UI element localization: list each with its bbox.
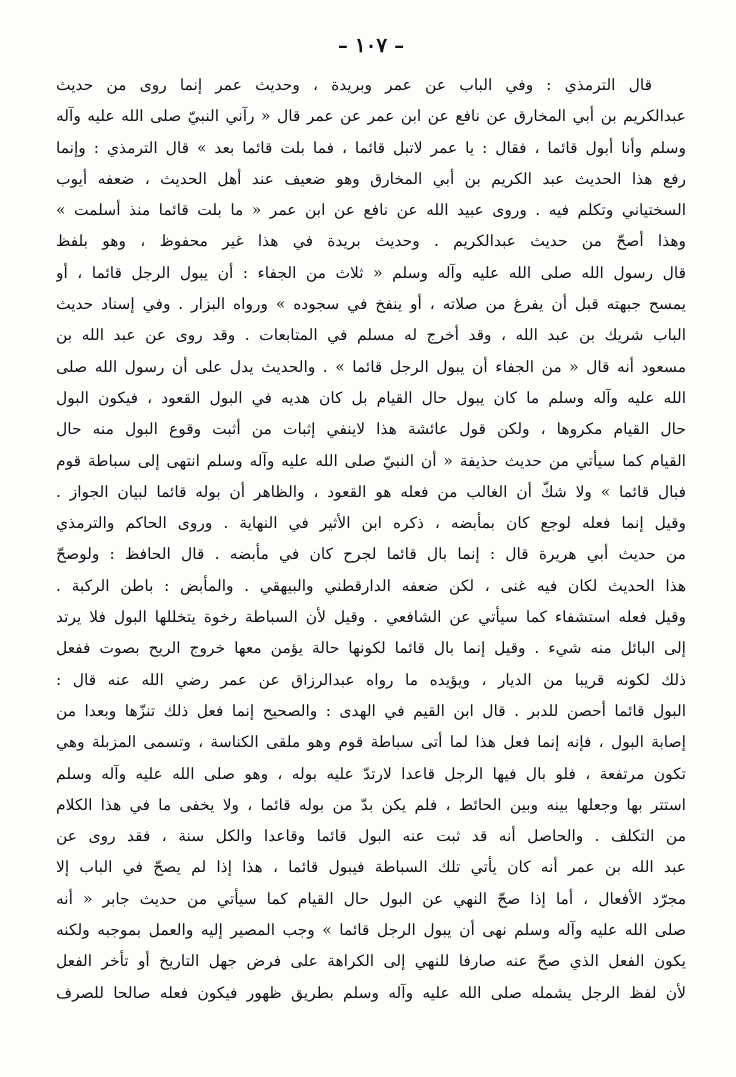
text-line: عبد الله بن عمر أنه كان يأتي تلك السباطة فيبول قائما ، هذا إذا لم يصحّ في الباب إلا: [56, 858, 686, 877]
text-line: قال رسول الله صلى الله عليه وآله وسلم « ثلاث من الجفاء : أن يبول الرجل قائما ، أو: [56, 263, 686, 282]
text-line: مجرّد الأفعال ، أما إذا صحّ النهي عن البول حال القيام كما سيأتي من حديث جابر « أنه: [56, 889, 686, 908]
page-number: – ١٠٧ –: [337, 33, 405, 57]
text-line: صلى الله عليه وآله وسلم نهى أن يبول الرجل قائما » وجب المصير إليه والعمل بموجبه ولكنه: [56, 921, 686, 940]
text-line: وقيل إنما فعله لوجع كان بمأبضه ، ذكره ابن الأثير في النهاية . وروى الحاكم والترمذي: [56, 514, 686, 533]
text-line: لأن لفظ الرجل يشمله صلى الله عليه وآله وسلم بطريق ظهور فيكون فعله صالحا للصرف: [56, 983, 686, 1002]
text-line: رفع هذا الحديث عبد الكريم بن أبي المخارق وهو ضعيف عند أهل الحديث ، ضعفه أيوب: [56, 169, 686, 188]
text-line: يمسح جبهته قبل أن يفرغ من صلاته ، أو ينفخ في سجوده » ورواه البزار . وفي إسناد حديث: [56, 295, 686, 314]
text-line: القيام كما سيأتي من حديث حذيفة « أن النبيّ صلى الله عليه وآله وسلم انتهى إلى سباطة قوم: [56, 451, 686, 470]
text-line: من التكلف . والحاصل أنه قد ثبت عنه البول قائما وقاعدا والكل سنة ، فقد روى عن: [56, 827, 686, 846]
text-line: عبدالكريم بن أبي المخارق عن نافع عن ابن عمر عن عمر قال « رآني النبيّ صلى الله عليه وآله: [56, 107, 686, 126]
text-line: وهذا أصحّ من حديث عبدالكريم . وحديث بريدة في هذا غير محفوظ ، وهو بلفظ: [56, 232, 686, 251]
text-line: ذلك لكونه قريبا من الديار ، ويؤيده ما رواه عبدالرزاق عن عمر رضي الله عنه قال :: [56, 670, 686, 689]
text-line: الباب شريك بن عبد الله ، وقد أخرج له مسلم في المتابعات . وقد روى عن عبد الله بن: [56, 326, 686, 345]
text-line: حال القيام مكروها ، ولكن قول عائشة هذا لاينفي إثبات من أثبت وقوع البول منه حال: [56, 420, 686, 439]
text-line: من حديث أبي هريرة قال : إنما بال قائما لجرح كان في مأبضه . قال الحافظ : ولوصحّ: [56, 545, 686, 564]
text-line: تكون مرتفعة ، فلو بال فيها الرجل قاعدا لارتدّ عليه بوله ، وهو صلى الله عليه وآله وسلم: [56, 764, 686, 783]
text-line: هذا الحديث لكان فيه غنى ، لكن ضعفه الدارقطني والبيهقي . والمأبض : باطن الركبة .: [56, 576, 686, 595]
text-line: مسعود أنه قال « من الجفاء أن يبول الرجل قائما » . والحديث يدل على أن رسول الله صلى: [56, 357, 686, 376]
text-line: البول قائما أحصن للدبر . قال ابن القيم في الهدى : والصحيح إنما فعل ذلك تنزّها وبعدا من: [56, 701, 686, 720]
text-line: الله عليه وآله وسلم ما كان يبول حال القيام بل كان هديه في البول القعود ، فيكون البول: [56, 388, 686, 407]
text-line: استتر بها وجعلها بينه وبين الحائط ، فلم يكن بدّ من بوله قائما ، ولا يخفى ما في هذا الكلام: [56, 795, 686, 814]
text-line: إلى البائل منه شيء . وقيل إنما بال قائما لكونها حالة يؤمن معها خروج الريح بصوت ففعل: [56, 639, 686, 658]
text-line: السختياني وتكلم فيه . وروى عبيد الله عن نافع عن ابن عمر « ما بلت قائما منذ أسلمت »: [56, 201, 686, 220]
text-line: وسلم وأنا أبول قائما ، فقال : يا عمر لاتبل قائما ، فما بلت قائما بعد » قال الترمذي : وإنما: [56, 138, 686, 157]
text-line: وقيل فعله استشفاء كما سيأتي عن الشافعي . وقيل لأن السباطة رخوة يتخللها البول فلا يرتد: [56, 608, 686, 627]
text-line: يكون الفعل الذي صحّ عنه صارفا للنهي إلى الكراهة على فرض جهل التاريخ أو تأخر الفعل: [56, 952, 686, 971]
text-line: إصابة البول ، فإنه إنما فعل هذا لما أتى سباطة قوم وهو ملقى الكناسة ، وتسمى المزبلة وهي: [56, 733, 686, 752]
text-body: [56, 70, 686, 1009]
text-line: قال الترمذي : وفي الباب عن عمر وبريدة ، وحديث عمر إنما روى من حديث: [56, 76, 652, 94]
text-line: فبال قائما » ولا شكّ أن الغالب من فعله هو القعود ، والظاهر أن بوله قائما لبيان الجواز .: [56, 482, 686, 501]
